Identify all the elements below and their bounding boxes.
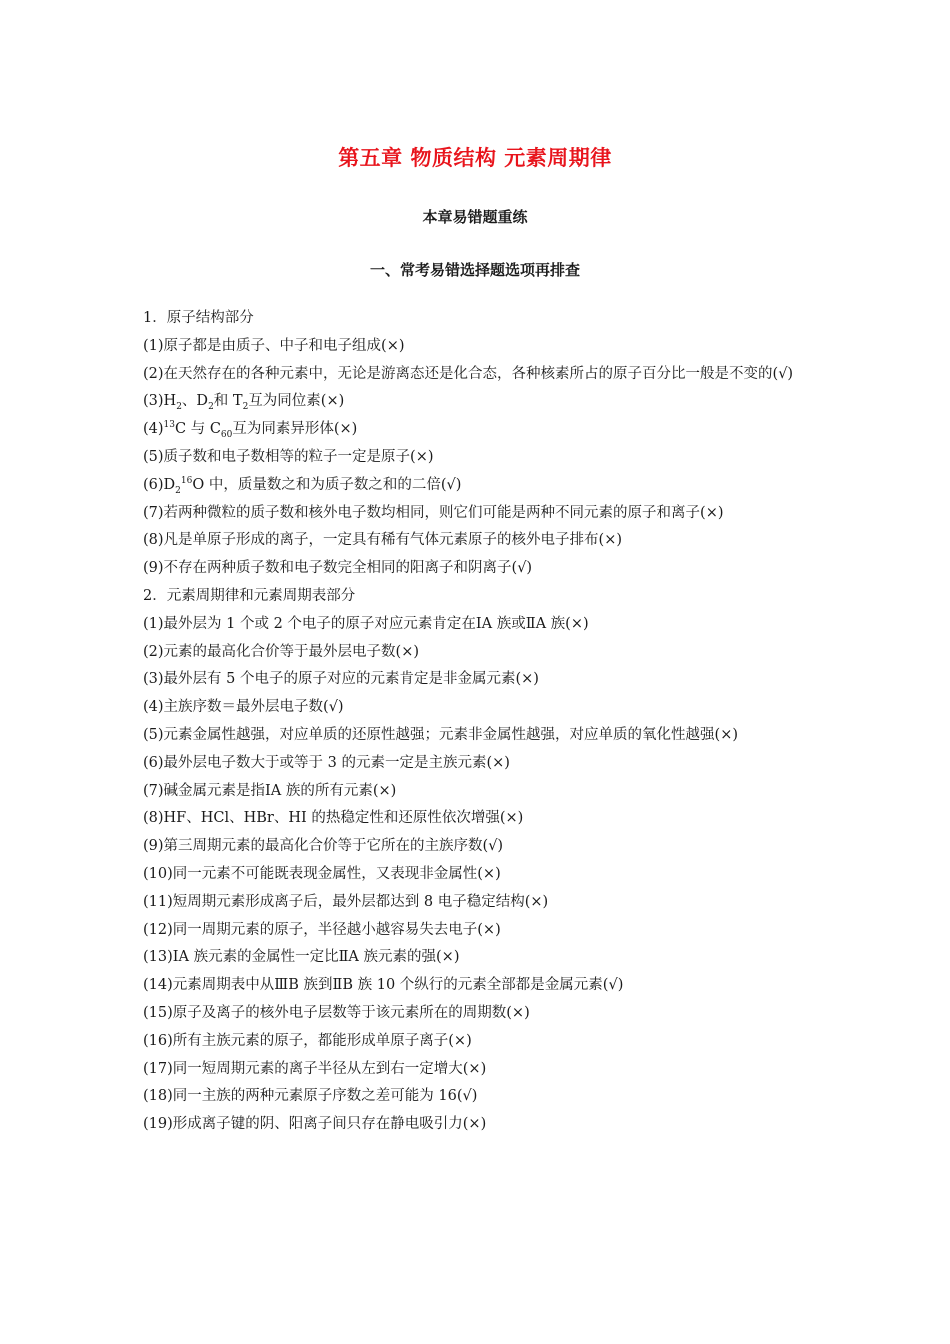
list-item: (5)元素金属性越强，对应单质的还原性越强；元素非金属性越强，对应单质的氧化性越强(×) [143, 726, 738, 743]
section-title: 一、常考易错选择题选项再排查 [369, 261, 580, 279]
list-item: (9)不存在两种质子数和电子数完全相同的阳离子和阴离子(√) [143, 560, 533, 577]
list-item: (9)第三周期元素的最高化合价等于它所在的主族序数(√) [143, 838, 504, 855]
list-item: (17)同一短周期元素的离子半径从左到右一定增大(×) [143, 1060, 487, 1077]
list-item: (8)凡是单原子形成的离子，一定具有稀有气体元素原子的核外电子排布(×) [143, 532, 622, 549]
list-item: (18)同一主族的两种元素原子序数之差可能为 16(√) [143, 1088, 478, 1105]
list-item: (12)同一周期元素的原子，半径越小越容易失去电子(×) [143, 921, 501, 938]
list-item: (2)元素的最高化合价等于最外层电子数(×) [143, 643, 420, 660]
list-item: $(4)^{13}C$ 与 $C_{60}$互为同素异形体(×) [143, 420, 358, 441]
list-item: $(6)D_2^{16}O$ 中，质量数之和为质子数之和的二倍(√) [143, 475, 462, 496]
list-item: (16)所有主族元素的原子，都能形成单原子离子(×) [143, 1032, 472, 1049]
list-item: (15)原子及离子的核外电子层数等于该元素所在的周期数(×) [143, 1004, 530, 1021]
list-item: (1)原子都是由质子、中子和电子组成(×) [143, 337, 405, 354]
list-item: (10)同一元素不可能既表现金属性，又表现非金属性(×) [143, 865, 501, 882]
list-item: (14)元素周期表中从ⅢB 族到ⅡB 族 10 个纵行的元素全部都是金属元素(√) [143, 977, 624, 994]
list-item: (11)短周期元素形成离子后，最外层都达到 8 电子稳定结构(×) [143, 893, 549, 910]
list-item: $(3)H_2$、$D_2$和 $T_2$互为同位素(×) [143, 393, 345, 413]
page-subtitle: 本章易错题重练 [422, 208, 528, 226]
list-item: (7)若两种微粒的质子数和核外电子数均相同，则它们可能是两种不同元素的原子和离子(×) [143, 504, 724, 521]
list-item: (5)质子数和电子数相等的粒子一定是原子(×) [143, 448, 434, 465]
list-item: (19)形成离子键的阴、阳离子间只存在静电吸引力(×) [143, 1116, 487, 1133]
list-item: (13)ⅠA 族元素的金属性一定比ⅡA 族元素的强(×) [143, 949, 460, 966]
list-item: (3)最外层有 5 个电子的原子对应的元素肯定是非金属元素(×) [143, 671, 539, 688]
list-item: (7)碱金属元素是指ⅠA 族的所有元素(×) [143, 782, 397, 799]
part2-heading: 2．元素周期律和元素周期表部分 [143, 587, 356, 604]
list-item: (8)HF、HCl、HBr、HI 的热稳定性和还原性依次增强(×) [143, 810, 524, 827]
list-item: (1)最外层为 1 个或 2 个电子的原子对应元素肯定在ⅠA 族或ⅡA 族(×) [143, 615, 589, 632]
list-item: (2)在天然存在的各种元素中，无论是游离态还是化合态，各种核素所占的原子百分比一般是不变的(√) [143, 365, 794, 382]
chapter-title: 第五章 物质结构 元素周期律 [338, 146, 612, 170]
list-item: (4)主族序数＝最外层电子数(√) [143, 699, 344, 716]
part1-heading: 1．原子结构部分 [143, 310, 254, 326]
list-item: (6)最外层电子数大于或等于 3 的元素一定是主族元素(×) [143, 754, 510, 771]
question-list [143, 305, 815, 1139]
